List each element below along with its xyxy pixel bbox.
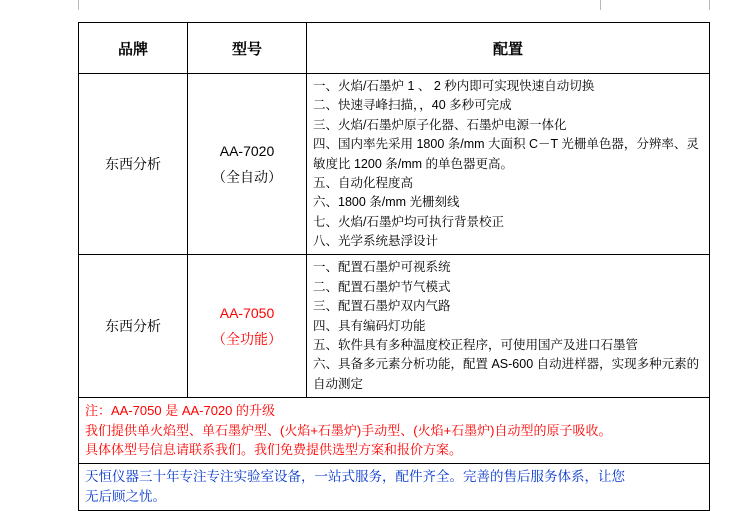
promo-line: 无后顾之忧。 [85, 488, 166, 504]
cell-config [307, 74, 710, 255]
cell-promo [79, 463, 710, 511]
table-note-row [79, 398, 710, 464]
config-line: 二、快速寻峰扫描，，40 多秒可完成 [313, 98, 512, 113]
config-line: 五、自动化程度高 [313, 175, 414, 190]
ruler-mark-left [78, 0, 79, 10]
cell-model [188, 74, 307, 255]
cell-brand: 东西分析 [79, 74, 188, 255]
model-variant: （全自动） [212, 169, 282, 186]
cell-config [307, 255, 710, 398]
config-line: 七、火焰/石墨炉均可执行背景校正 [313, 214, 504, 229]
model-name: AA-7020 [219, 142, 275, 159]
cell-note [79, 398, 710, 464]
config-line: 五、软件具有多种温度校正程序，可使用国产及进口石墨管 [313, 337, 639, 352]
model-variant: （全功能） [212, 331, 282, 348]
note-line: 具体体型号信息请联系我们。我们免费提供选型方案和报价方案。 [85, 442, 463, 457]
note-line: 注：AA-7050 是 AA-7020 的升级 [85, 403, 276, 418]
config-line: 六、具备多元素分析功能，配置 AS-600 自动进样器，实现多种元素的自动测定 [313, 357, 700, 391]
config-line: 一、火焰/石墨炉 1 、 2 秒内即可实现快速自动切换 [313, 79, 595, 93]
cell-brand: 东西分析 [79, 255, 188, 398]
config-line: 三、火焰/石墨炉原子化器、石墨炉电源一体化 [313, 117, 567, 132]
config-line: 四、具有编码灯功能 [313, 318, 426, 333]
table-row [79, 255, 710, 398]
table-row [79, 74, 710, 255]
page-ruler-marks [0, 0, 750, 12]
note-line: 我们提供单火焰型、单石墨炉型、(火焰+石墨炉)手动型、(火焰+石墨炉)自动型的原子吸收。 [85, 422, 612, 438]
config-line: 二、配置石墨炉节气模式 [313, 279, 451, 294]
header-model: 型号 [188, 23, 307, 74]
product-spec-table [78, 22, 710, 511]
table-promo-row [79, 463, 710, 511]
config-line: 一、配置石墨炉可视系统 [313, 260, 451, 275]
config-line: 八、光学系统悬浮设计 [313, 234, 439, 248]
config-line: 三、配置石墨炉双内气路 [313, 299, 451, 314]
promo-line: 天恒仪器三十年专注专注实验室设备，一站式服务，配件齐全。完善的售后服务体系，让您 [85, 468, 625, 484]
model-name: AA-7050 [219, 304, 275, 321]
table-header-row [79, 23, 710, 74]
header-config: 配置 [307, 23, 710, 74]
cell-model [188, 255, 307, 398]
config-line: 四、国内率先采用 1800 条/mm 大面积 C－T 光栅单色器，分辨率、灵敏度比 1200 条/mm 的单色器更高。 [313, 137, 699, 171]
config-line: 六、1800 条/mm 光栅刻线 [313, 195, 460, 210]
header-brand: 品牌 [79, 23, 188, 74]
ruler-mark-middle [600, 0, 601, 10]
ruler-mark-right [709, 0, 710, 10]
